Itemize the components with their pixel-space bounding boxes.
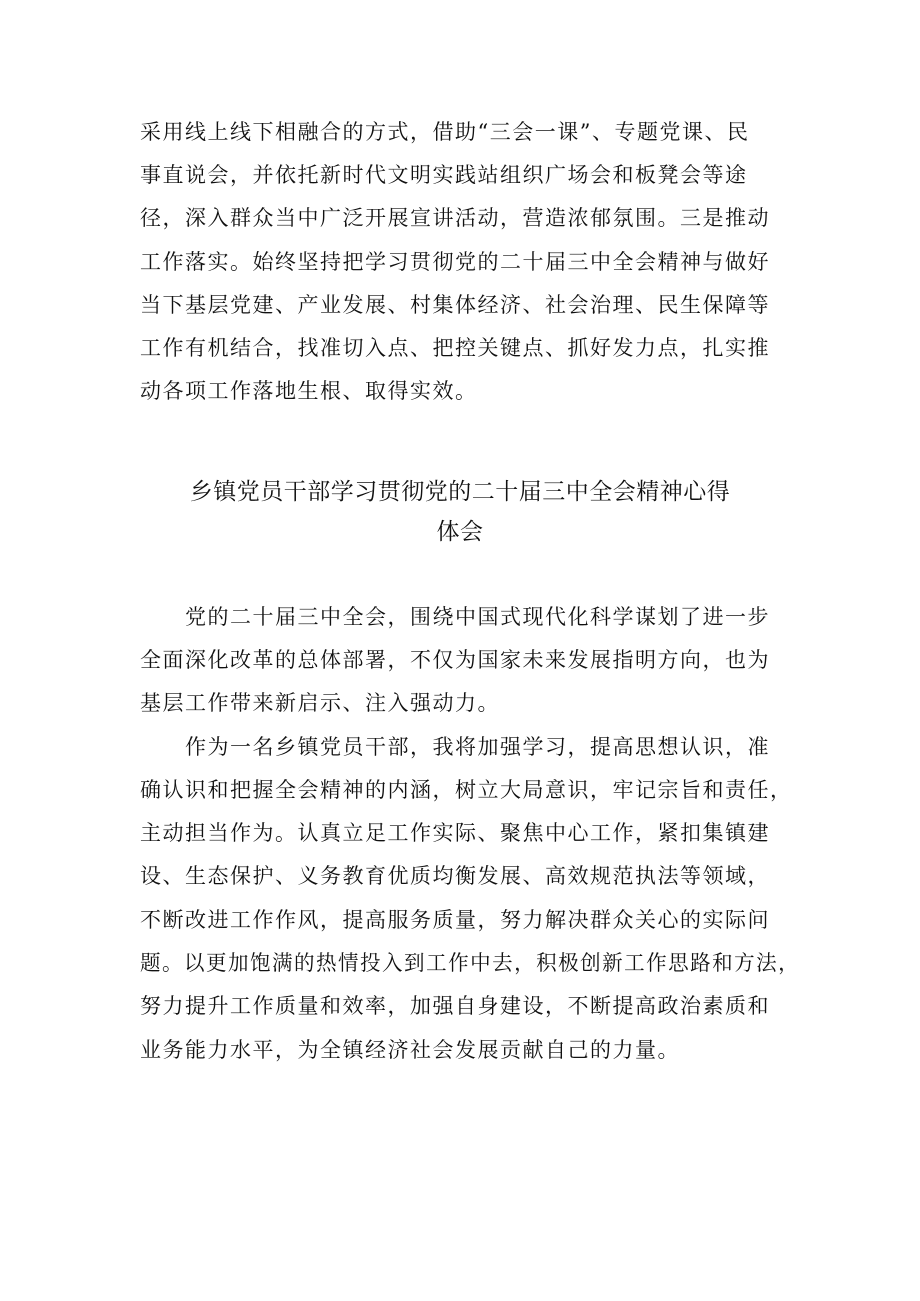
text-line: 基层工作带来新启示、注入强动力。 (140, 691, 500, 715)
text-line: 当下基层党建、产业发展、村集体经济、社会治理、民生保障等 (140, 293, 770, 317)
text-line: 工作有机结合，找准切入点、把控关键点、抓好发力点，扎实推 (140, 336, 770, 360)
text-line: 确认识和把握全会精神的内涵，树立大局意识，牢记宗旨和责任， (140, 778, 793, 802)
text-line: 作为一名乡镇党员干部，我将加强学习，提高思想认识，准 (185, 735, 770, 759)
text-line: 事直说会，并依托新时代文明实践站组织广场会和板凳会等途 (140, 163, 748, 187)
text-line: 采用线上线下相融合的方式，借助“三会一课”、专题党课、民 (140, 120, 750, 144)
text-line: 全面深化改革的总体部署，不仅为国家未来发展指明方向，也为 (140, 648, 770, 672)
text-line: 工作落实。始终坚持把学习贯彻党的二十届三中全会精神与做好 (140, 250, 770, 274)
title-line: 体会 (436, 519, 484, 545)
text-line: 题。以更加饱满的热情投入到工作中去，积极创新工作思路和方法， (140, 951, 801, 975)
title-line: 乡镇党员干部学习贯彻党的二十届三中全会精神心得 (189, 479, 731, 505)
text-line: 不断改进工作作风，提高服务质量，努力解决群众关心的实际问 (140, 908, 770, 932)
text-line: 业务能力水平，为全镇经济社会发展贡献自己的力量。 (140, 1038, 680, 1062)
text-line: 党的二十届三中全会，围绕中国式现代化科学谋划了进一步 (185, 605, 770, 629)
text-line: 努力提升工作质量和效率，加强自身建设，不断提高政治素质和 (140, 994, 770, 1018)
text-line: 主动担当作为。认真立足工作实际、聚焦中心工作，紧扣集镇建 (140, 821, 770, 845)
text-line: 设、生态保护、义务教育优质均衡发展、高效规范执法等领域， (140, 864, 770, 888)
text-line: 动各项工作落地生根、取得实效。 (140, 379, 478, 403)
text-line: 径，深入群众当中广泛开展宣讲活动，营造浓郁氛围。三是推动 (140, 206, 770, 230)
